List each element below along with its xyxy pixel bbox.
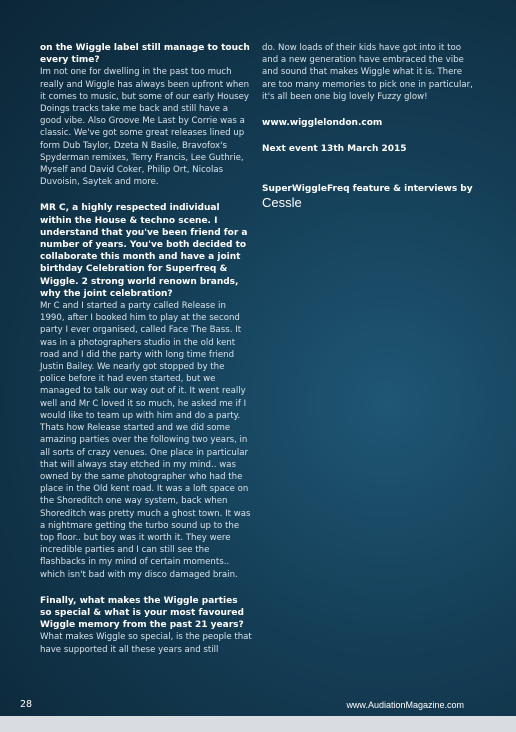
page-number: 28 <box>20 699 33 710</box>
question-3: Finally, what makes the Wiggle parties so special & what is your most favoured Wiggle memory from the past 21 years? <box>40 595 244 631</box>
right-column <box>262 42 476 209</box>
magazine-url[interactable]: www.AudiationMagazine.com <box>346 700 464 710</box>
bottom-band <box>0 716 516 732</box>
paragraph-gap <box>40 581 252 595</box>
paragraph-gap <box>40 188 252 202</box>
website-link[interactable]: www.wigglelondon.com <box>262 118 383 129</box>
answer-3-end: do. Now loads of their kids have got into it too and a new generation have embraced the vibe and sound that makes Wiggle what it is. There are too many memories to pick one in particular, it's all been one big lovely Fuzzy glow! <box>262 43 473 102</box>
author-name: Cessle <box>262 194 302 210</box>
left-column <box>40 42 252 656</box>
answer-3-start: What makes Wiggle so special, is the people that have supported it all these years and still <box>40 632 252 655</box>
paragraph-gap <box>262 103 476 117</box>
question-1-end: on the Wiggle label still manage to touch every time? <box>40 43 250 66</box>
answer-2: Mr C and I started a party called Release in 1990, after I booked him to play at the second party I ever organised, called Face The Bass. It was in a photographers studio in the old kent road and I did the party with long time friend Justin Bailey. We nearly got stopped by the police before it had even started, but we managed to talk our way out of it. It went really well and Mr C loved it so much, he asked me if I would like to team up with him and do a party. Thats how Release started and we did some amazing parties over the following two years, in all sorts of crazy venues. One place in particular that will always stay etched in my mind.. was owned by the same photographer who had the place in the Old kent road. It was a loft space on the Shoreditch one way system, back when Shoreditch was pretty much a ghost town. It was a nightmare getting the turbo sound up to the top floor.. but boy was it worth it. They were incredible parties and I can still see the flashbacks in my mind of certain moments.. which isn't bad with my disco damaged brain. <box>40 301 251 580</box>
question-2: MR C, a highly respected individual within the House & techno scene. I understand that you've been friend for a number of years. You've both decided to collaborate this month and have a joint birthday Celebration for Superfreq & Wiggle. 2 strong world renown brands, why the joint celebration? <box>40 203 248 299</box>
feature-credit: SuperWiggleFreq feature & interviews by <box>262 184 473 195</box>
paragraph-gap <box>262 155 476 169</box>
answer-1: Im not one for dwelling in the past too much really and Wiggle has always been upfront when it comes to music, but some of our early Housey Doings tracks take me back and still have a good vibe. Also Groove Me Last by Corrie was a classic. We've got some great releases lined up form Dub Taylor, Dzeta N Basile, Bravofox's Spyderman remixes, Terry Francis, Lee Guthrie, Myself and David Coker, Philip Ort, Nicolas Duvoisin, Saytek and more. <box>40 67 250 188</box>
next-event: Next event 13th March 2015 <box>262 144 407 155</box>
paragraph-gap <box>262 129 476 143</box>
